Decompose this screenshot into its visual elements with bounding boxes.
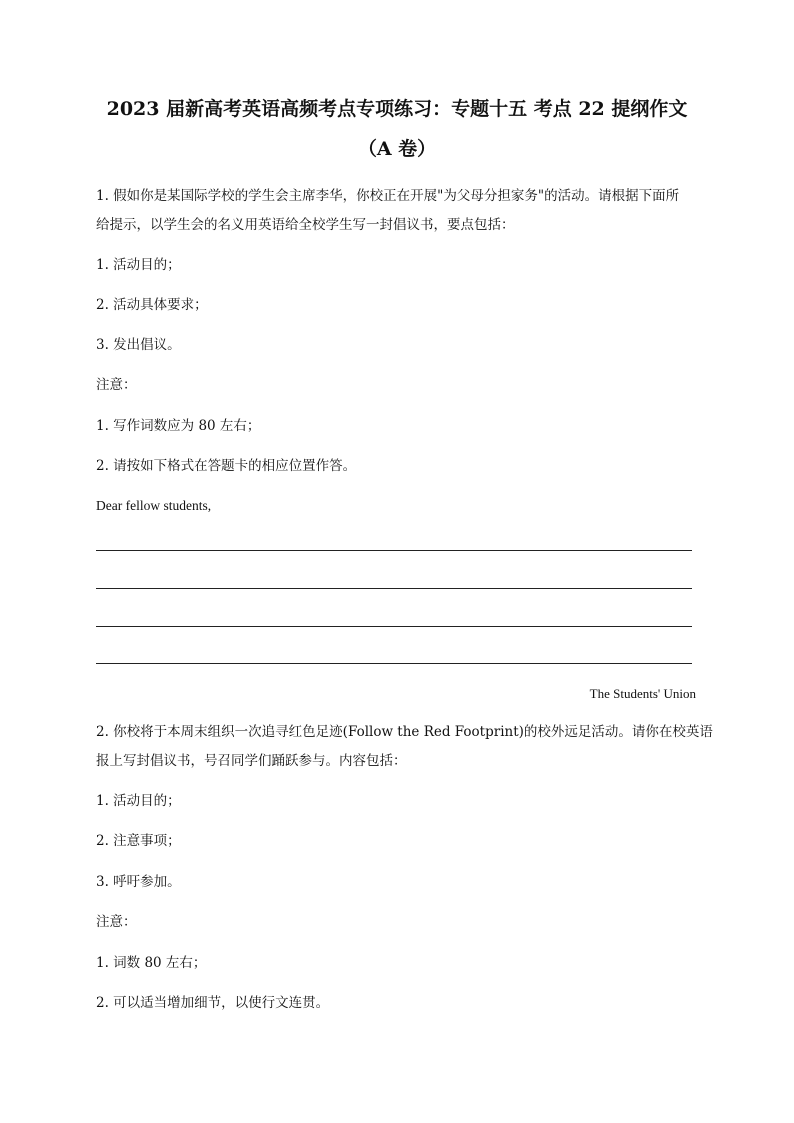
q2-intro-line1: 2. 你校将于本周末组织一次追寻红色足迹(Follow the Red Footprint)的校外远足活动。请你在校英语 <box>96 724 713 740</box>
q2-point-2: 2. 注意事项； <box>96 833 181 849</box>
q2-point-1: 1. 活动目的； <box>96 793 181 809</box>
q2-intro-line2: 报上写封倡议书，号召同学们踊跃参与。内容包括： <box>96 753 407 769</box>
q2-notes-label: 注意： <box>96 914 137 930</box>
q1-note-1: 1. 写作词数应为 80 左右； <box>96 418 261 434</box>
document-title-line2: （A 卷） <box>357 138 437 160</box>
answer-line-2 <box>96 588 692 589</box>
q1-intro-line2: 给提示，以学生会的名义用英语给全校学生写一封倡议书，要点包括： <box>96 217 515 233</box>
q1-note-2: 2. 请按如下格式在答题卡的相应位置作答。 <box>96 458 357 474</box>
q1-point-2: 2. 活动具体要求； <box>96 297 208 313</box>
q1-notes-label: 注意： <box>96 377 137 393</box>
q1-salutation: Dear fellow students, <box>96 498 212 513</box>
answer-line-4 <box>96 663 692 664</box>
q2-point-3: 3. 呼吁参加。 <box>96 874 181 890</box>
document-title-line1: 2023 届新高考英语高频考点专项练习：专题十五 考点 22 提纲作文 <box>106 98 688 120</box>
answer-line-3 <box>96 626 692 627</box>
q1-point-3: 3. 发出倡议。 <box>96 337 181 353</box>
q1-intro-line1: 1. 假如你是某国际学校的学生会主席李华，你校正在开展"为父母分担家务"的活动。请根据下面所 <box>96 188 680 204</box>
answer-line-1 <box>96 550 692 551</box>
q2-note-2: 2. 可以适当增加细节，以使行文连贯。 <box>96 995 330 1011</box>
q1-point-1: 1. 活动目的； <box>96 257 181 273</box>
q2-note-1: 1. 词数 80 左右； <box>96 955 207 971</box>
q1-signoff: The Students' Union <box>589 686 696 701</box>
